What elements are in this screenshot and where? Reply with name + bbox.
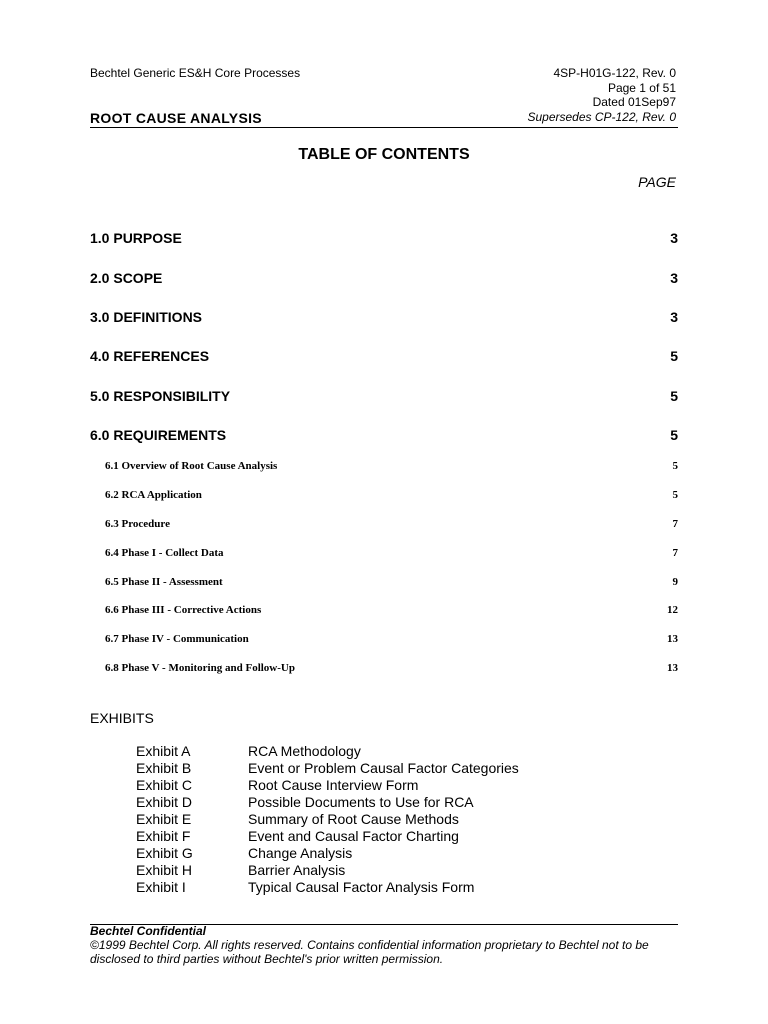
exhibits-list (136, 743, 519, 896)
toc-entry[interactable] (90, 427, 678, 443)
toc-entry-label: 4.0 REFERENCES (90, 348, 210, 364)
toc-entry-label: 2.0 SCOPE (90, 270, 163, 286)
toc-entry-label: 1.0 PURPOSE (90, 230, 182, 246)
doc-number: 4SP-H01G-122, Rev. 0 (553, 66, 676, 80)
toc-entry[interactable] (90, 348, 678, 364)
toc-subentry-page: 13 (667, 662, 678, 674)
supersedes-note: Supersedes CP-122, Rev. 0 (527, 109, 676, 124)
toc-subentry[interactable] (90, 576, 678, 588)
toc-subentry-label: 6.3 Procedure (105, 518, 170, 530)
toc-subentry-label: 6.4 Phase I - Collect Data (105, 547, 224, 559)
toc-entry[interactable] (90, 388, 678, 404)
toc-subentry[interactable] (90, 604, 678, 616)
toc-entry-page: 3 (670, 230, 678, 246)
exhibit-id: Exhibit D (136, 794, 193, 810)
toc-subentry-label: 6.6 Phase III - Corrective Actions (105, 604, 262, 616)
toc-subentry-label: 6.7 Phase IV - Communication (105, 633, 249, 645)
exhibit-title: Possible Documents to Use for RCA (248, 794, 474, 810)
toc-subentry-page: 13 (667, 633, 678, 645)
header-process-name: Bechtel Generic ES&H Core Processes (90, 66, 301, 80)
toc-entry[interactable] (90, 270, 678, 286)
toc-subentry[interactable] (90, 662, 678, 674)
toc-subentry-label: 6.5 Phase II - Assessment (105, 576, 223, 588)
toc-subentry-page: 7 (672, 518, 678, 530)
toc-subentry-page: 12 (667, 604, 678, 616)
toc-subentry-label: 6.2 RCA Application (105, 489, 202, 501)
toc-subentry-page: 5 (672, 489, 678, 501)
exhibit-id: Exhibit G (136, 845, 193, 861)
exhibit-item[interactable] (136, 811, 519, 828)
exhibit-title: Change Analysis (248, 845, 353, 861)
toc-page-column-label: PAGE (638, 174, 676, 190)
toc-subentry-label: 6.8 Phase V - Monitoring and Follow-Up (105, 662, 295, 674)
toc-subentry-page: 7 (672, 547, 678, 559)
toc-subentry[interactable] (90, 633, 678, 645)
exhibit-item[interactable] (136, 794, 519, 811)
exhibit-id: Exhibit E (136, 811, 192, 827)
toc-entry[interactable] (90, 230, 678, 246)
exhibit-item[interactable] (136, 777, 519, 794)
exhibit-title: Summary of Root Cause Methods (248, 811, 459, 827)
toc-entry-label: 5.0 RESPONSIBILITY (90, 388, 231, 404)
header-divider (90, 127, 678, 128)
exhibit-title: Event or Problem Causal Factor Categories (248, 760, 519, 776)
exhibit-title: Event and Causal Factor Charting (248, 828, 459, 844)
exhibit-title: Typical Causal Factor Analysis Form (248, 879, 475, 895)
exhibit-id: Exhibit H (136, 862, 193, 878)
exhibit-id: Exhibit B (136, 760, 192, 776)
exhibit-id: Exhibit C (136, 777, 193, 793)
toc-entry-page: 5 (670, 348, 678, 364)
document-title: ROOT CAUSE ANALYSIS (90, 110, 262, 126)
exhibit-id: Exhibit I (136, 879, 186, 895)
toc-subentry[interactable] (90, 489, 678, 501)
copyright-notice: ©1999 Bechtel Corp. All rights reserved. Contains confidential information proprietary to Bechtel not to be disclosed to third parties without Bechtel's prior written permission. (90, 938, 649, 966)
exhibit-item[interactable] (136, 845, 519, 862)
toc-entry-page: 5 (670, 388, 678, 404)
toc-entry-label: 6.0 REQUIREMENTS (90, 427, 227, 443)
toc-subentry-page: 9 (672, 576, 678, 588)
toc-entry-page: 3 (670, 270, 678, 286)
toc-entry[interactable] (90, 309, 678, 325)
exhibit-title: Barrier Analysis (248, 862, 346, 878)
exhibit-item[interactable] (136, 862, 519, 879)
exhibit-item[interactable] (136, 743, 519, 760)
confidential-label: Bechtel Confidential (90, 924, 207, 938)
toc-entry-page: 3 (670, 309, 678, 325)
exhibit-id: Exhibit A (136, 743, 191, 759)
page-count: Page 1 of 51 (607, 80, 676, 95)
exhibit-item[interactable] (136, 760, 519, 777)
toc-subentry-label: 6.1 Overview of Root Cause Analysis (105, 460, 278, 472)
toc-subentry-page: 5 (672, 460, 678, 472)
doc-date: Dated 01Sep97 (592, 95, 676, 109)
toc-title: TABLE OF CONTENTS (298, 146, 470, 163)
toc-entry-page: 5 (670, 427, 678, 443)
exhibit-item[interactable] (136, 879, 519, 896)
toc-subentry[interactable] (90, 547, 678, 559)
toc-subentry[interactable] (90, 460, 678, 472)
header-doc-info (527, 66, 676, 124)
exhibit-id: Exhibit F (136, 828, 191, 844)
toc-entry-label: 3.0 DEFINITIONS (90, 309, 203, 325)
exhibit-item[interactable] (136, 828, 519, 845)
toc-subentry[interactable] (90, 518, 678, 530)
exhibits-heading: EXHIBITS (90, 710, 154, 726)
exhibit-title: RCA Methodology (248, 743, 361, 759)
exhibit-title: Root Cause Interview Form (248, 777, 419, 793)
